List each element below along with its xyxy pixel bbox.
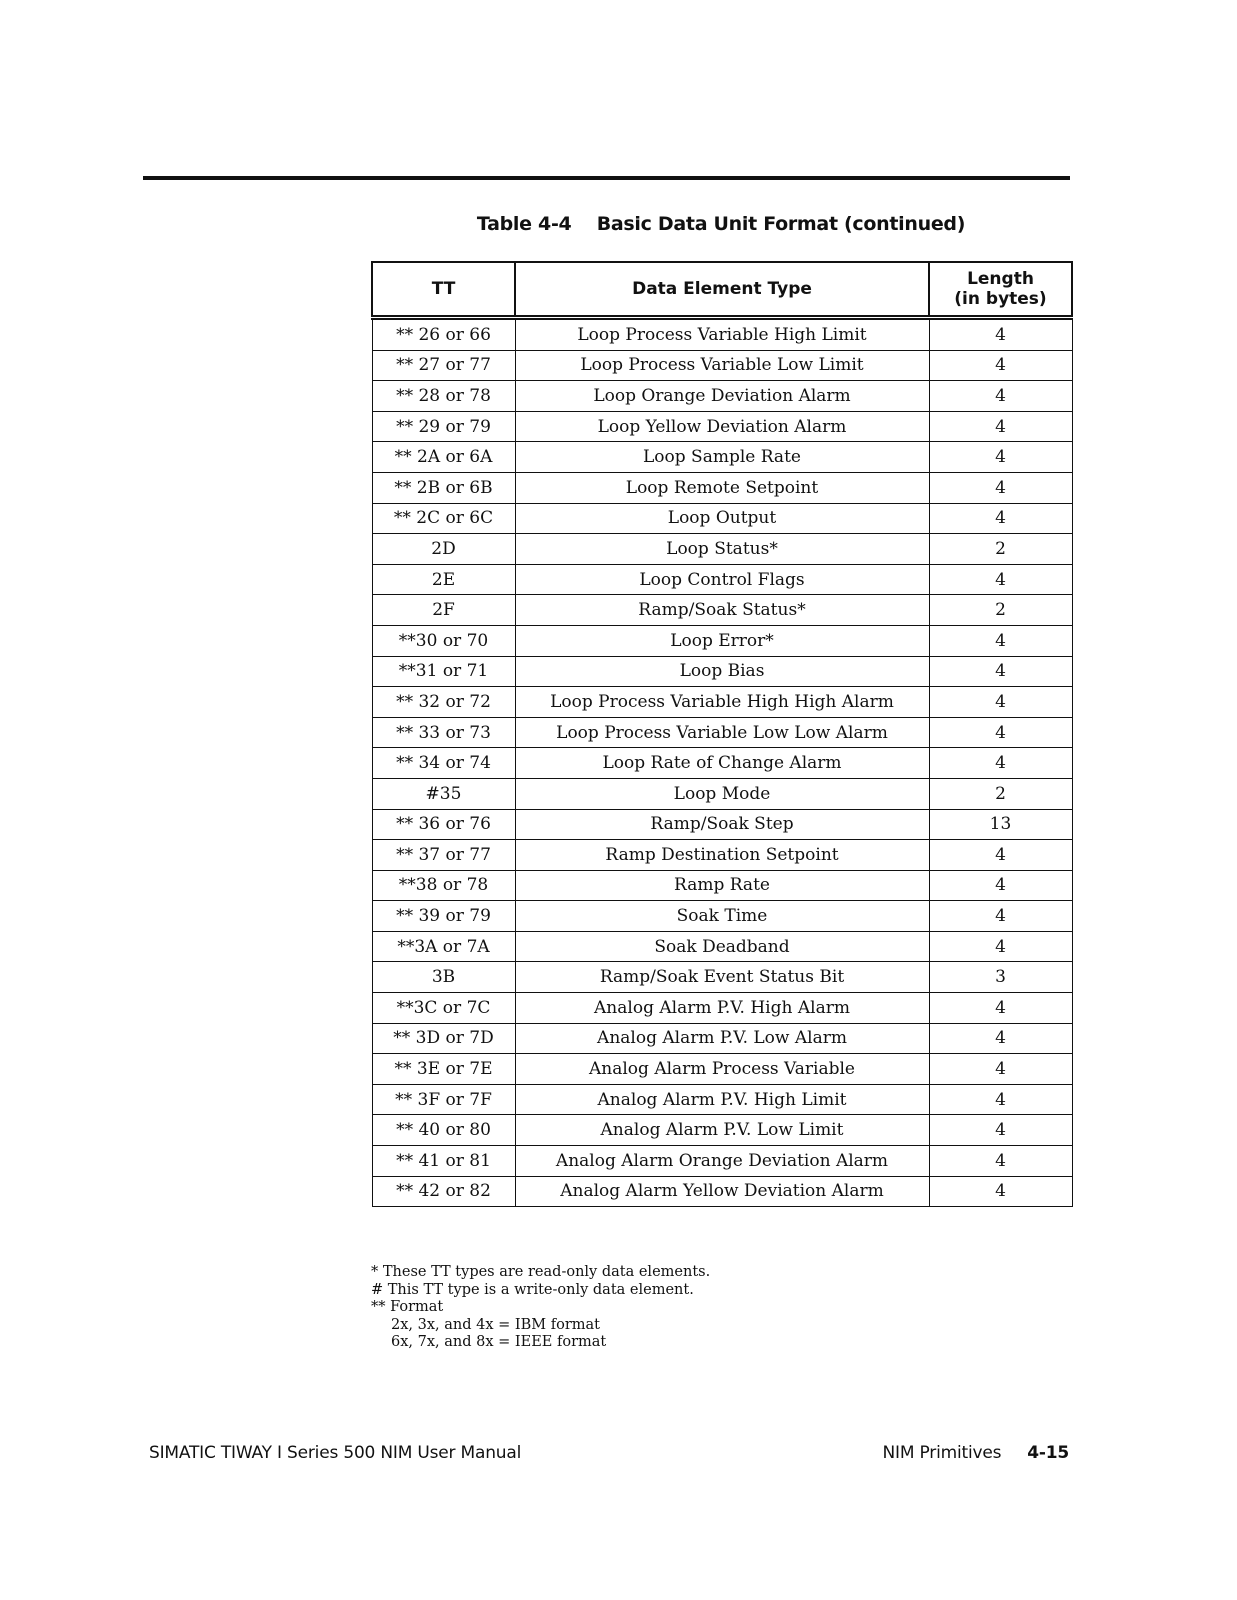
- note-format: ** Format: [371, 1299, 444, 1316]
- table-row: [372, 595, 1072, 626]
- cell-length: 2: [929, 778, 1072, 809]
- cell-length: 4: [929, 411, 1072, 442]
- cell-tt: ** 2A or 6A: [372, 442, 515, 473]
- table-row: [372, 931, 1072, 962]
- cell-length: 4: [929, 381, 1072, 412]
- table-row: [372, 1115, 1072, 1146]
- cell-length: 4: [929, 503, 1072, 534]
- cell-data-element-type: Loop Control Flags: [515, 564, 929, 595]
- table-row: [372, 901, 1072, 932]
- table-row: [372, 411, 1072, 442]
- cell-data-element-type: Loop Status*: [515, 534, 929, 565]
- cell-length: 4: [929, 1115, 1072, 1146]
- table-row: [372, 778, 1072, 809]
- cell-length: 4: [929, 870, 1072, 901]
- table-row: [372, 870, 1072, 901]
- cell-data-element-type: Loop Output: [515, 503, 929, 534]
- cell-data-element-type: Loop Yellow Deviation Alarm: [515, 411, 929, 442]
- cell-tt: ** 3D or 7D: [372, 1023, 515, 1054]
- table-row: [372, 717, 1072, 748]
- cell-tt: ** 41 or 81: [372, 1146, 515, 1177]
- cell-tt: ** 27 or 77: [372, 350, 515, 381]
- table-row: [372, 748, 1072, 779]
- cell-length: 2: [929, 534, 1072, 565]
- cell-data-element-type: Analog Alarm P.V. High Limit: [515, 1084, 929, 1115]
- table-row: [372, 472, 1072, 503]
- cell-tt: **3C or 7C: [372, 993, 515, 1024]
- cell-tt: ** 40 or 80: [372, 1115, 515, 1146]
- table-row: [372, 442, 1072, 473]
- table-row: [372, 1176, 1072, 1207]
- table-body: [372, 318, 1072, 1207]
- cell-data-element-type: Ramp/Soak Step: [515, 809, 929, 840]
- cell-tt: #35: [372, 778, 515, 809]
- cell-data-element-type: Analog Alarm Yellow Deviation Alarm: [515, 1176, 929, 1207]
- cell-tt: ** 39 or 79: [372, 901, 515, 932]
- data-table: [371, 261, 1073, 1207]
- cell-tt: 2E: [372, 564, 515, 595]
- header-tt: TT: [372, 262, 515, 318]
- table-row: [372, 318, 1072, 351]
- cell-data-element-type: Soak Deadband: [515, 931, 929, 962]
- cell-tt: ** 26 or 66: [372, 318, 515, 351]
- cell-tt: ** 33 or 73: [372, 717, 515, 748]
- cell-length: 4: [929, 472, 1072, 503]
- cell-data-element-type: Loop Mode: [515, 778, 929, 809]
- header-length-line1: Length: [967, 269, 1034, 289]
- footer-page-info: [883, 1443, 1069, 1463]
- cell-data-element-type: Analog Alarm P.V. High Alarm: [515, 993, 929, 1024]
- cell-tt: ** 2C or 6C: [372, 503, 515, 534]
- cell-tt: ** 2B or 6B: [372, 472, 515, 503]
- cell-length: 4: [929, 687, 1072, 718]
- table-row: [372, 1084, 1072, 1115]
- note-read-only: * These TT types are read-only data elements.: [371, 1264, 711, 1280]
- cell-length: 4: [929, 1176, 1072, 1207]
- table-row: [372, 656, 1072, 687]
- table-row: [372, 564, 1072, 595]
- cell-length: 4: [929, 1084, 1072, 1115]
- cell-length: 4: [929, 625, 1072, 656]
- cell-length: 4: [929, 993, 1072, 1024]
- cell-length: 4: [929, 442, 1072, 473]
- table-row: [372, 809, 1072, 840]
- cell-data-element-type: Loop Sample Rate: [515, 442, 929, 473]
- cell-length: 4: [929, 748, 1072, 779]
- cell-tt: 2D: [372, 534, 515, 565]
- cell-length: 4: [929, 1054, 1072, 1085]
- cell-data-element-type: Loop Remote Setpoint: [515, 472, 929, 503]
- cell-data-element-type: Loop Process Variable Low Low Alarm: [515, 717, 929, 748]
- cell-length: 4: [929, 901, 1072, 932]
- cell-data-element-type: Analog Alarm P.V. Low Alarm: [515, 1023, 929, 1054]
- cell-data-element-type: Soak Time: [515, 901, 929, 932]
- cell-data-element-type: Loop Orange Deviation Alarm: [515, 381, 929, 412]
- table-row: [372, 840, 1072, 871]
- cell-length: 3: [929, 962, 1072, 993]
- cell-tt: ** 34 or 74: [372, 748, 515, 779]
- table-row: [372, 350, 1072, 381]
- table-row: [372, 503, 1072, 534]
- cell-data-element-type: Loop Rate of Change Alarm: [515, 748, 929, 779]
- cell-tt: **3A or 7A: [372, 931, 515, 962]
- cell-length: 13: [929, 809, 1072, 840]
- cell-tt: ** 36 or 76: [372, 809, 515, 840]
- cell-tt: ** 29 or 79: [372, 411, 515, 442]
- cell-length: 2: [929, 595, 1072, 626]
- table-row: [372, 1146, 1072, 1177]
- cell-data-element-type: Analog Alarm Process Variable: [515, 1054, 929, 1085]
- cell-tt: ** 28 or 78: [372, 381, 515, 412]
- cell-data-element-type: Loop Error*: [515, 625, 929, 656]
- table-row: [372, 962, 1072, 993]
- header-data-element-type: Data Element Type: [515, 262, 929, 318]
- page-number: 4-15: [1027, 1443, 1069, 1463]
- cell-data-element-type: Loop Process Variable High Limit: [515, 318, 929, 351]
- cell-data-element-type: Loop Process Variable High High Alarm: [515, 687, 929, 718]
- note-write-only: # This TT type is a write-only data element.: [371, 1281, 694, 1298]
- footer-section: NIM Primitives: [882, 1443, 1002, 1463]
- table-row: [372, 687, 1072, 718]
- note-ieee-format: 6x, 7x, and 8x = IEEE format: [391, 1334, 607, 1351]
- cell-length: 4: [929, 1023, 1072, 1054]
- cell-data-element-type: Ramp/Soak Event Status Bit: [515, 962, 929, 993]
- table-row: [372, 534, 1072, 565]
- cell-data-element-type: Ramp Destination Setpoint: [515, 840, 929, 871]
- footer-manual-title: SIMATIC TIWAY I Series 500 NIM User Manual: [149, 1443, 522, 1463]
- cell-length: 4: [929, 350, 1072, 381]
- footnotes: [371, 1264, 710, 1352]
- cell-data-element-type: Loop Bias: [515, 656, 929, 687]
- cell-length: 4: [929, 840, 1072, 871]
- cell-length: 4: [929, 717, 1072, 748]
- cell-data-element-type: Ramp/Soak Status*: [515, 595, 929, 626]
- table-caption: Table 4-4 Basic Data Unit Format (continued): [476, 213, 966, 235]
- cell-tt: ** 37 or 77: [372, 840, 515, 871]
- cell-tt: ** 42 or 82: [372, 1176, 515, 1207]
- cell-length: 4: [929, 1146, 1072, 1177]
- cell-data-element-type: Analog Alarm Orange Deviation Alarm: [515, 1146, 929, 1177]
- cell-tt: 3B: [372, 962, 515, 993]
- table-row: [372, 993, 1072, 1024]
- note-ibm-format: 2x, 3x, and 4x = IBM format: [391, 1316, 600, 1333]
- cell-data-element-type: Ramp Rate: [515, 870, 929, 901]
- table-row: [372, 1023, 1072, 1054]
- table-row: [372, 381, 1072, 412]
- cell-tt: **31 or 71: [372, 656, 515, 687]
- cell-data-element-type: Loop Process Variable Low Limit: [515, 350, 929, 381]
- cell-tt: ** 32 or 72: [372, 687, 515, 718]
- cell-tt: **30 or 70: [372, 625, 515, 656]
- cell-length: 4: [929, 656, 1072, 687]
- top-rule: [143, 176, 1070, 180]
- cell-tt: ** 3E or 7E: [372, 1054, 515, 1085]
- table-row: [372, 1054, 1072, 1085]
- cell-data-element-type: Analog Alarm P.V. Low Limit: [515, 1115, 929, 1146]
- cell-length: 4: [929, 318, 1072, 351]
- cell-length: 4: [929, 564, 1072, 595]
- cell-tt: 2F: [372, 595, 515, 626]
- cell-tt: **38 or 78: [372, 870, 515, 901]
- header-length: [929, 262, 1072, 318]
- cell-tt: ** 3F or 7F: [372, 1084, 515, 1115]
- cell-length: 4: [929, 931, 1072, 962]
- table-row: [372, 625, 1072, 656]
- header-length-line2: (in bytes): [954, 289, 1047, 309]
- table-header-row: [372, 262, 1072, 318]
